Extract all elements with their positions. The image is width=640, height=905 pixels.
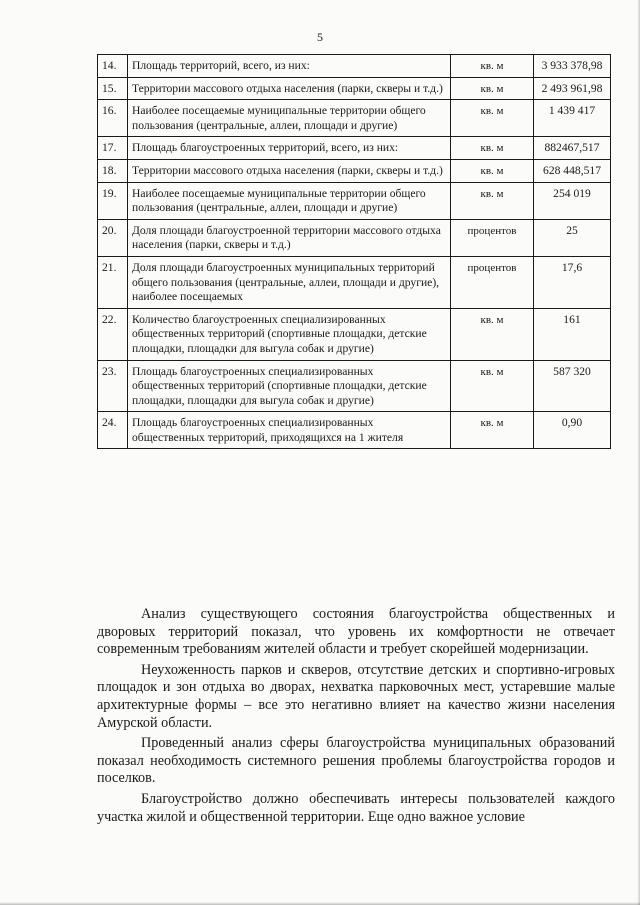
unit: процентов [451, 219, 534, 256]
value: 17,6 [534, 256, 611, 308]
table-row [98, 412, 611, 449]
body-text [97, 606, 615, 826]
unit: кв. м [451, 77, 534, 100]
indicator-name: Количество благоустроенных специализированных общественных территорий (спортивные площадки, детские площадки, площадки для выгула собак и другие) [128, 308, 451, 360]
indicator-name: Территории массового отдыха населения (парки, скверы и т.д.) [128, 77, 451, 100]
unit: кв. м [451, 159, 534, 182]
indicators-table [97, 54, 611, 449]
row-number: 17. [98, 137, 128, 160]
indicator-name: Площадь благоустроенных специализированных общественных территорий (спортивные площадки, детские площадки, площадки для выгула собак и другие) [128, 360, 451, 412]
paragraph: Анализ существующего состояния благоустройства общественных и дворовых территорий показал, что уровень их комфортности не отвечает современным требованиям жителей области и требует скорейшей модернизации. [97, 606, 615, 658]
indicator-name: Площадь территорий, всего, из них: [128, 55, 451, 78]
unit: кв. м [451, 100, 534, 137]
row-number: 20. [98, 219, 128, 256]
value: 161 [534, 308, 611, 360]
row-number: 21. [98, 256, 128, 308]
value: 882467,517 [534, 137, 611, 160]
paragraph: Благоустройство должно обеспечивать интересы пользователей каждого участка жилой и общественной территории. Еще одно важное условие [97, 790, 615, 825]
unit: кв. м [451, 137, 534, 160]
row-number: 18. [98, 159, 128, 182]
value: 0,90 [534, 412, 611, 449]
value: 1 439 417 [534, 100, 611, 137]
unit: кв. м [451, 308, 534, 360]
table-row [98, 100, 611, 137]
value: 628 448,517 [534, 159, 611, 182]
table-row [98, 182, 611, 219]
table-row [98, 159, 611, 182]
unit: кв. м [451, 412, 534, 449]
value: 3 933 378,98 [534, 55, 611, 78]
value: 254 019 [534, 182, 611, 219]
indicator-name: Наиболее посещаемые муниципальные территории общего пользования (центральные, аллеи, площади и другие) [128, 182, 451, 219]
table-row [98, 55, 611, 78]
table-row [98, 219, 611, 256]
row-number: 23. [98, 360, 128, 412]
indicator-name: Площадь благоустроенных специализированных общественных территорий, приходящихся на 1 жителя [128, 412, 451, 449]
unit: кв. м [451, 55, 534, 78]
value: 2 493 961,98 [534, 77, 611, 100]
table-row [98, 308, 611, 360]
unit: кв. м [451, 182, 534, 219]
paragraph: Проведенный анализ сферы благоустройства муниципальных образований показал необходимость системного решения проблемы благоустройства городов и поселков. [97, 735, 615, 787]
indicator-name: Доля площади благоустроенной территории массового отдыха населения (парки, скверы и т.д.) [128, 219, 451, 256]
indicator-name: Территории массового отдыха населения (парки, скверы и т.д.) [128, 159, 451, 182]
paragraph: Неухоженность парков и скверов, отсутствие детских и спортивно-игровых площадок и зон отдыха во дворах, нехватка парковочных мест, устаревшие малые архитектурные формы – все это негативно влияет на качество жизни населения Амурской области. [97, 661, 615, 731]
row-number: 22. [98, 308, 128, 360]
row-number: 24. [98, 412, 128, 449]
value: 587 320 [534, 360, 611, 412]
indicator-name: Наиболее посещаемые муниципальные территории общего пользования (центральные, аллеи, площади и другие) [128, 100, 451, 137]
table-row [98, 77, 611, 100]
page-number: 5 [317, 30, 323, 44]
indicator-name: Площадь благоустроенных территорий, всего, из них: [128, 137, 451, 160]
row-number: 16. [98, 100, 128, 137]
table-row [98, 256, 611, 308]
row-number: 15. [98, 77, 128, 100]
row-number: 19. [98, 182, 128, 219]
value: 25 [534, 219, 611, 256]
unit: кв. м [451, 360, 534, 412]
row-number: 14. [98, 55, 128, 78]
table-row [98, 360, 611, 412]
indicator-name: Доля площади благоустроенных муниципальных территорий общего пользования (центральные, аллеи, площади и другие), наиболее посещаемых [128, 256, 451, 308]
table-row [98, 137, 611, 160]
unit: процентов [451, 256, 534, 308]
